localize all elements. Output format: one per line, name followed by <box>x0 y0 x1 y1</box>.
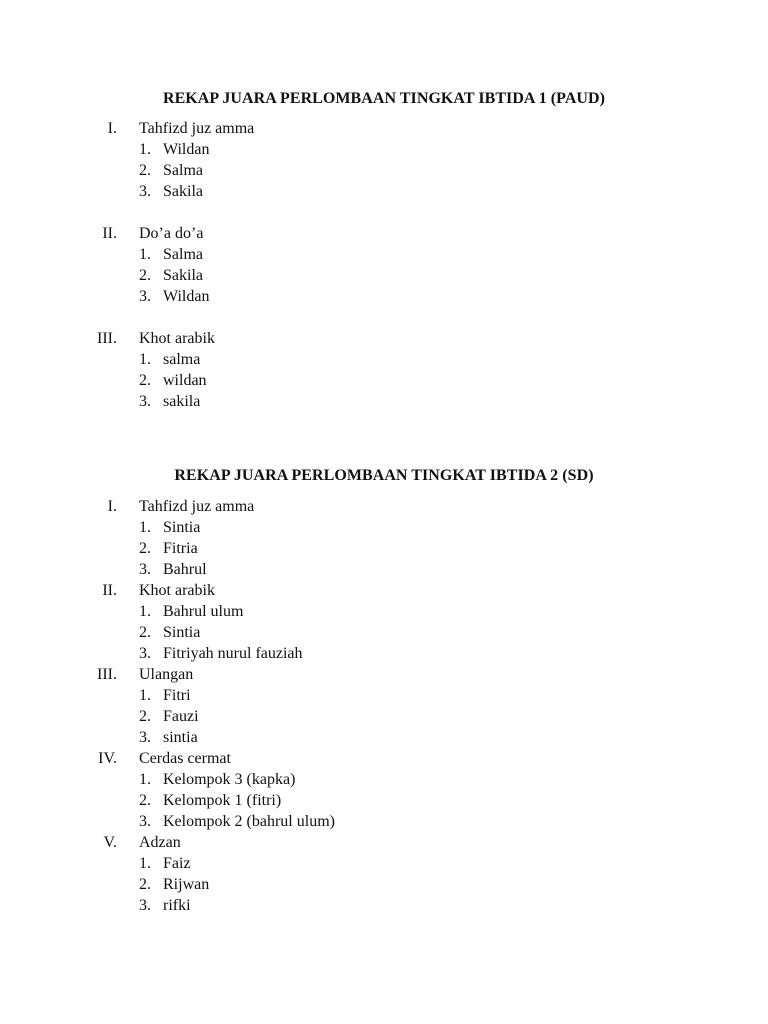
category-numeral: III. <box>97 330 117 347</box>
section-1-title: REKAP JUARA PERLOMBAAN TINGKAT IBTIDA 1 (PAUD) <box>162 90 606 107</box>
category-name: Ulangan <box>139 666 194 683</box>
winner-entry <box>0 685 768 706</box>
category <box>0 118 768 202</box>
winner-name: Fitria <box>163 540 198 557</box>
section-1-list <box>0 118 768 412</box>
rank-number: 1. <box>139 771 151 788</box>
winner-name: Faiz <box>163 855 191 872</box>
winner-entry <box>0 643 768 664</box>
winner-entry <box>0 727 768 748</box>
section-2-title: REKAP JUARA PERLOMBAAN TINGKAT IBTIDA 2 (SD) <box>174 467 594 484</box>
rank-number: 2. <box>139 372 151 389</box>
winner-name: Salma <box>163 246 203 263</box>
winner-name: sakila <box>163 393 201 410</box>
winner-entry <box>0 181 768 202</box>
winner-entry <box>0 790 768 811</box>
category-name: Khot arabik <box>139 330 215 347</box>
category-name: Khot arabik <box>139 582 215 599</box>
spacer <box>0 202 768 223</box>
rank-number: 2. <box>139 267 151 284</box>
category-numeral: I. <box>107 120 117 137</box>
winner-entry <box>0 139 768 160</box>
rank-number: 2. <box>139 540 151 557</box>
winner-name: sintia <box>163 729 198 746</box>
category-numeral: II. <box>102 582 117 599</box>
winner-entry <box>0 874 768 895</box>
winner-entry <box>0 811 768 832</box>
category <box>0 580 768 664</box>
category-numeral: I. <box>107 498 117 515</box>
rank-number: 3. <box>139 183 151 200</box>
winner-name: Sintia <box>163 519 201 536</box>
rank-number: 3. <box>139 561 151 578</box>
rank-number: 1. <box>139 351 151 368</box>
rank-number: 2. <box>139 162 151 179</box>
winner-entry <box>0 349 768 370</box>
rank-number: 2. <box>139 708 151 725</box>
winner-name: salma <box>163 351 201 368</box>
winner-entry <box>0 517 768 538</box>
rank-number: 1. <box>139 246 151 263</box>
category-name: Cerdas cermat <box>139 750 231 767</box>
winner-entry <box>0 559 768 580</box>
winner-name: Rijwan <box>163 876 210 893</box>
category-name: Tahfizd juz amma <box>139 120 255 137</box>
spacer <box>0 307 768 328</box>
rank-number: 3. <box>139 645 151 662</box>
winner-name: Fitri <box>163 687 191 704</box>
winner-name: rifki <box>163 897 191 914</box>
winner-entry <box>0 538 768 559</box>
rank-number: 3. <box>139 393 151 410</box>
rank-number: 1. <box>139 519 151 536</box>
rank-number: 2. <box>139 876 151 893</box>
winner-name: Kelompok 3 (kapka) <box>163 771 296 788</box>
winner-entry <box>0 391 768 412</box>
winner-name: Wildan <box>163 288 210 305</box>
winner-name: Kelompok 2 (bahrul ulum) <box>163 813 335 830</box>
rank-number: 2. <box>139 624 151 641</box>
winner-entry <box>0 286 768 307</box>
category <box>0 223 768 307</box>
category-name: Tahfizd juz amma <box>139 498 255 515</box>
winner-entry <box>0 244 768 265</box>
winner-entry <box>0 265 768 286</box>
category <box>0 496 768 580</box>
winner-entry <box>0 895 768 916</box>
rank-number: 3. <box>139 897 151 914</box>
category-name: Do’a do’a <box>139 225 204 242</box>
winner-entry <box>0 622 768 643</box>
winner-entry <box>0 601 768 622</box>
section-2-list <box>0 496 768 916</box>
winner-name: Sakila <box>163 267 203 284</box>
winner-name: Salma <box>163 162 203 179</box>
rank-number: 1. <box>139 687 151 704</box>
winner-name: Sakila <box>163 183 203 200</box>
category <box>0 748 768 832</box>
rank-number: 3. <box>139 813 151 830</box>
category-numeral: II. <box>102 225 117 242</box>
rank-number: 1. <box>139 855 151 872</box>
category-numeral: III. <box>97 666 117 683</box>
winner-entry <box>0 769 768 790</box>
rank-number: 1. <box>139 141 151 158</box>
category <box>0 328 768 412</box>
rank-number: 3. <box>139 729 151 746</box>
winner-name: Wildan <box>163 141 210 158</box>
winner-entry <box>0 853 768 874</box>
category-name: Adzan <box>139 834 181 851</box>
winner-name: Fitriyah nurul fauziah <box>163 645 303 662</box>
rank-number: 2. <box>139 792 151 809</box>
category-numeral: IV. <box>98 750 117 767</box>
category <box>0 664 768 748</box>
winner-entry <box>0 160 768 181</box>
winner-name: wildan <box>163 372 207 389</box>
winner-entry <box>0 370 768 391</box>
winner-name: Kelompok 1 (fitri) <box>163 792 282 809</box>
winner-name: Bahrul <box>163 561 207 578</box>
winner-entry <box>0 706 768 727</box>
rank-number: 1. <box>139 603 151 620</box>
winner-name: Bahrul ulum <box>163 603 244 620</box>
rank-number: 3. <box>139 288 151 305</box>
winner-name: Fauzi <box>163 708 199 725</box>
winner-name: Sintia <box>163 624 201 641</box>
category <box>0 832 768 916</box>
category-numeral: V. <box>103 834 117 851</box>
